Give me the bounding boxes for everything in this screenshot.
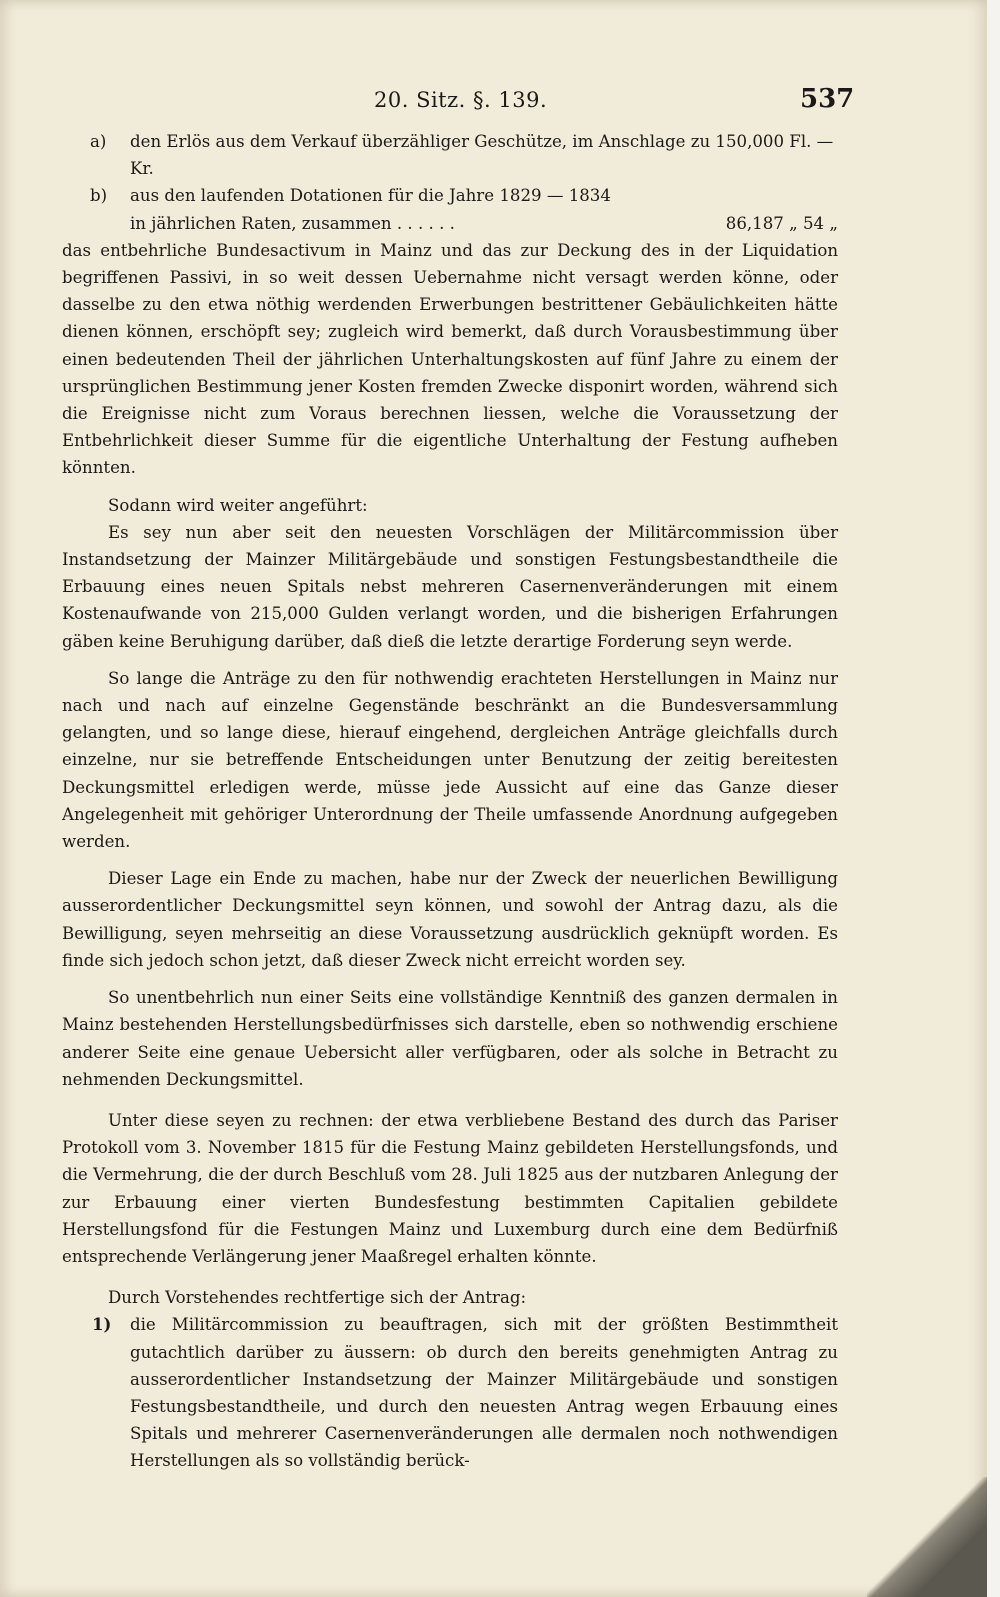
entry-b-line2 (130, 210, 838, 237)
paragraph-2: Sodann wird weiter angeführt: (108, 495, 368, 515)
paragraph-6: So unentbehrlich nun einer Seits eine vollständige Kenntniß des ganzen dermalen in Mainz bestehenden Herstellungsbedürfnisses sich darstelle, eben so nothwendig erschiene anderer Seite eine genaue Uebersicht aller verfügbaren, oder als solche in Betracht zu nehmenden Deckungsmittel. (62, 988, 838, 1089)
paragraph-3: Es sey nun aber seit den neuesten Vorschlägen der Militärcommission über Instandsetzung der Mainzer Militärgebäude und sonstigen Festungsbestandtheile die Erbauung eines neuen Spitals nebst mehreren Casernenveränderungen mit einem Kostenaufwande von 215,000 Gulden verlangt worden, und die bisherigen Erfahrungen gäben keine Beruhigung darüber, daß dieß die letzte derartige Forderung seyn werde. (62, 522, 838, 651)
page-corner-shadow (867, 1477, 987, 1597)
entry-a-text: den Erlös aus dem Verkauf überzähliger Geschütze, im Anschlage zu 150,000 Fl. — Kr. (130, 132, 834, 179)
list-item-1-text: die Militärcommission zu beauftragen, sich mit der größten Bestimmtheit gutachtlich darüber zu äussern: ob durch den bereits genehmigten Antrag zu ausserordentlicher Instandsetzung der Mainzer Militärgebäude und sonstigen Festungsbestandtheile, und durch den neuesten Antrag wegen Erbauung eines Spitals und mehrerer Casernenveränderungen alle dermalen noch nothwendigen Herstellungen als so vollständig berück- (130, 1315, 838, 1471)
entry-b (62, 182, 838, 236)
entry-b-marker: b) (90, 186, 108, 206)
entry-a (62, 128, 838, 182)
paragraph-5: Dieser Lage ein Ende zu machen, habe nur der Zweck der neuerlichen Bewilligung ausserordentlicher Deckungsmittel seyn können, und sowohl der Antrag dazu, als die Bewilligung, seyen mehrseitig an diese Voraussetzung ausdrücklich geknüpft worden. Es finde sich jedoch schon jetzt, daß dieser Zweck nicht erreicht worden sey. (62, 869, 838, 970)
entry-b-amount: 86,187 „ 54 „ (725, 213, 838, 233)
paragraph-8: Durch Vorstehendes rechtfertige sich der Antrag: (108, 1288, 527, 1308)
list-item-1 (62, 1311, 838, 1474)
scan-margin (987, 0, 1000, 1597)
page-number: 537 (800, 84, 855, 114)
running-head: 20. Sitz. §. 139. (374, 88, 548, 112)
entry-b-line1: aus den laufenden Dotationen für die Jahre 1829 — 1834 (130, 186, 611, 206)
page-header (0, 84, 987, 118)
list-item-1-marker: 1) (92, 1314, 112, 1335)
paragraph-4: So lange die Anträge zu den für nothwendig erachteten Herstellungen in Mainz nur nach und nach auf einzelne Gegenstände beschränkt an die Bundesversammlung gelangten, und so lange diese, hierauf eingehend, dergleichen Anträge gleichfalls durch einzelne, nur sie betreffende Entscheidungen unter Benutzung der zeitig bereitesten Deckungsmittel erledigen werde, müsse jede Aussicht auf eine das Ganze dieser Angelegenheit mit gehöriger Unterordnung der Theile umfassende Anordnung aufgegeben werden. (62, 668, 838, 852)
paragraph-1: das entbehrliche Bundesactivum in Mainz und das zur Deckung des in der Liquidation begriffenen Passivi, in so weit dessen Uebernahme nicht versagt werden könne, oder dasselbe zu den etwa nöthig werdenden Erwerbungen bestrittener Gebäulichkeiten hätte dienen können, erschöpft sey; zugleich wird bemerkt, daß durch Vorausbestimmung über einen bedeutenden Theil der jährlichen Unterhaltungskosten auf fünf Jahre zu einem der ursprünglichen Bestimmung jener Kosten fremden Zwecke disponirt worden, während sich die Ereignisse nicht zum Voraus berechnen liessen, welche die Voraussetzung der Entbehrlichkeit dieser Summe für die eigentliche Unterhaltung der Festung aufheben könnten. (62, 240, 838, 478)
entry-a-marker: a) (90, 132, 107, 151)
paragraph-7: Unter diese seyen zu rechnen: der etwa verbliebene Bestand des durch das Pariser Protokoll vom 3. November 1815 für die Festung Mainz gebildeten Herstellungsfonds, und die Vermehrung, die der durch Beschluß vom 28. Juli 1825 aus der nutzbaren Anlegung der zur Erbauung einer vierten Bundesfestung bestimmten Capitalien gebildete Herstellungsfond für die Festungen Mainz und Luxemburg durch eine dem Bedürfniß entsprechende Verlängerung jener Maaßregel erhalten könnte. (62, 1110, 838, 1266)
body-text (62, 128, 838, 1475)
entry-b-label: in jährlichen Raten, zusammen . . . . . . (130, 213, 455, 233)
